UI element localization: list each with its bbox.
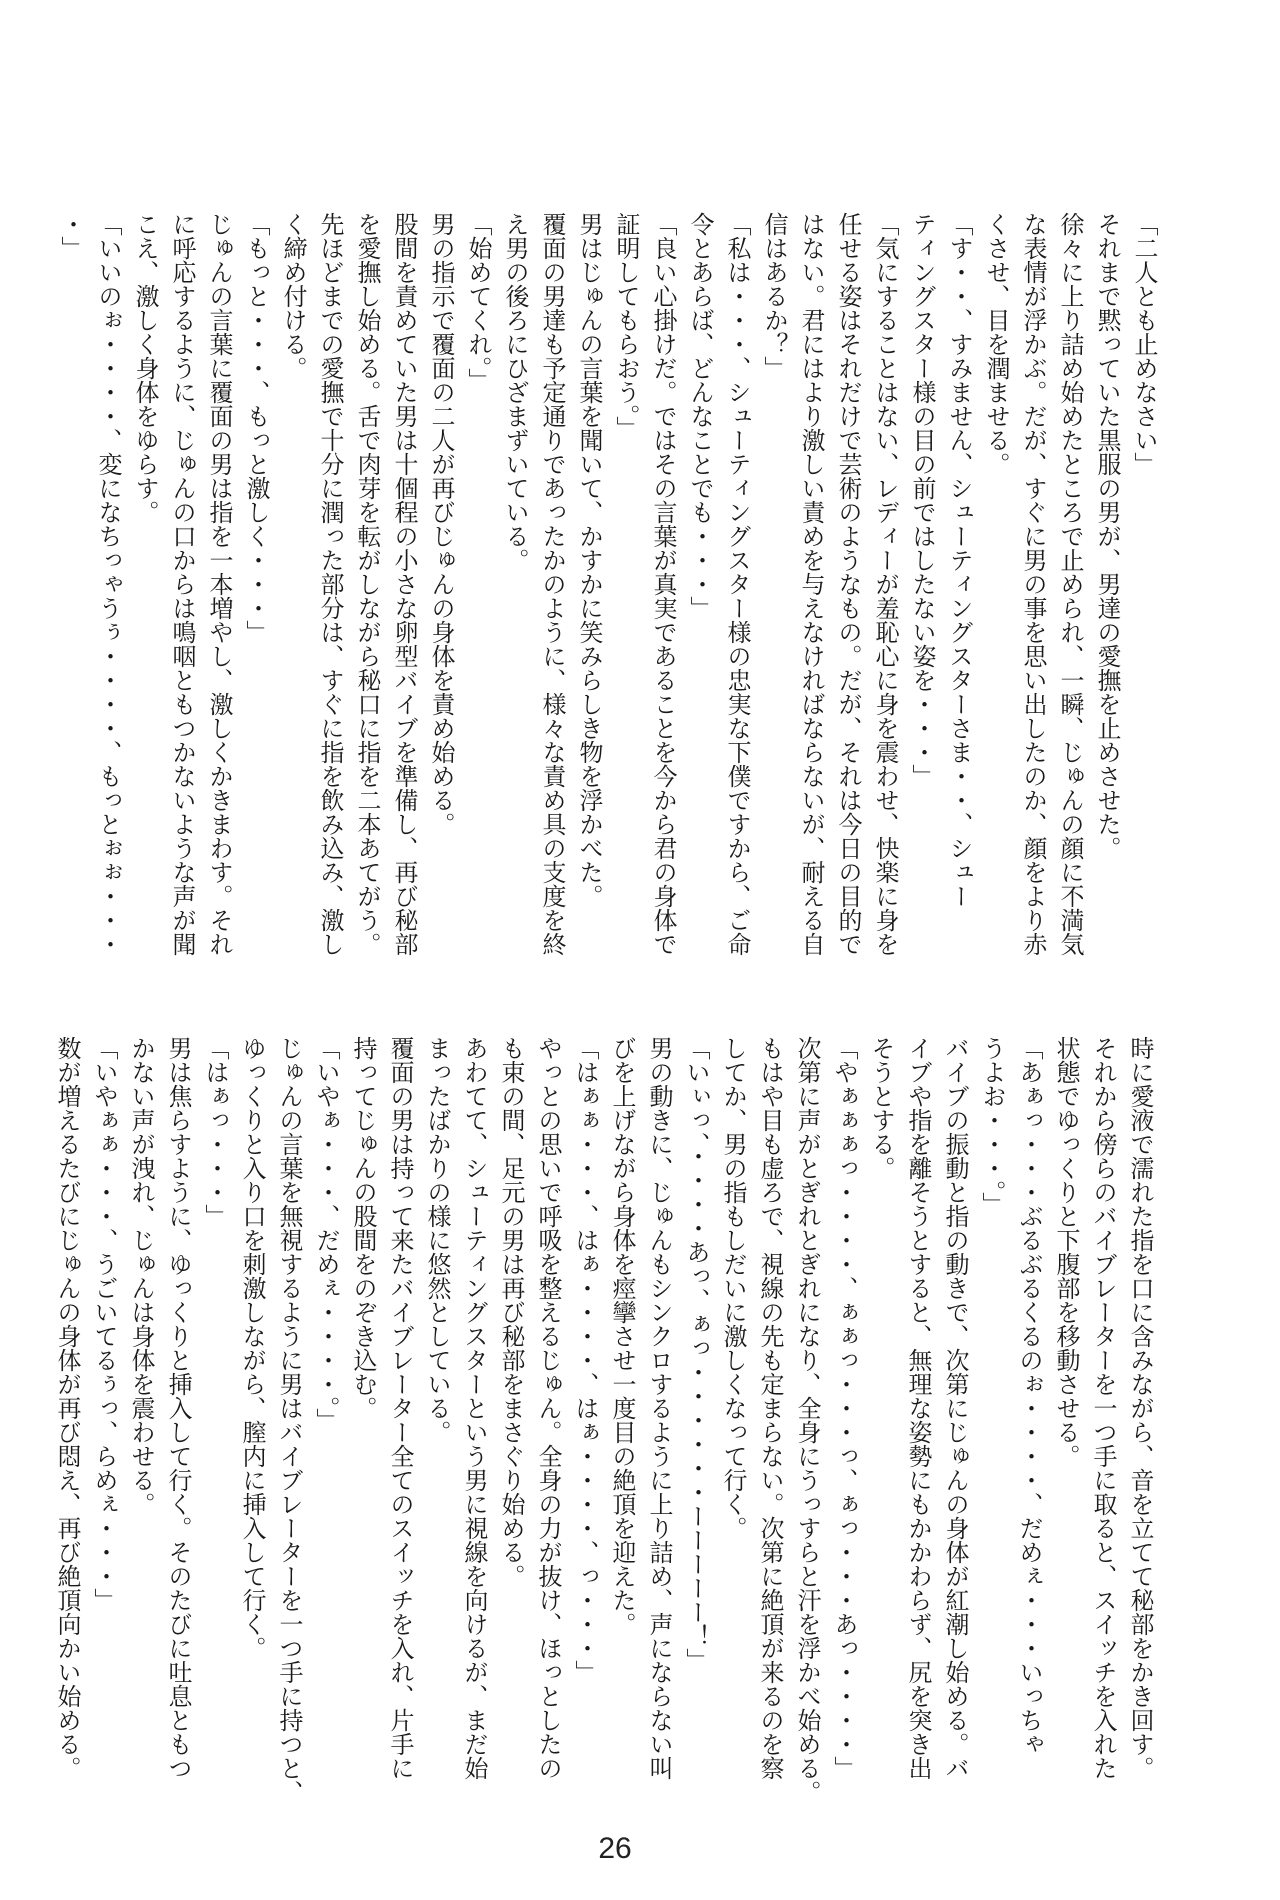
text-column: 覆面の男達も予定通りであったかのように、様々な責め具の支度を終 <box>538 212 566 956</box>
text-column: く締め付ける。 <box>279 212 307 380</box>
text-column: 「はぁっ・・・」 <box>201 1036 229 1228</box>
text-column: 「いぃっ、・・・・あっ、ぁっ・・・・・・ーーーーー！」 <box>682 1036 710 1672</box>
text-column: 次第に声がとぎれとぎれになり、全身にうっすらと汗を浮かべ始める。 <box>793 1036 821 1804</box>
text-column: そうとする。 <box>867 1036 895 1180</box>
text-column: じゅんの言葉を無視するように男はバイブレーターを一つ手に持つと、 <box>275 1036 303 1804</box>
text-column: を愛撫し始める。舌で肉芽を転がしながら秘口に指を二本あてがう。 <box>353 212 381 956</box>
page-number: 26 <box>598 1832 632 1865</box>
text-column: 「始めてくれ。」 <box>464 212 492 392</box>
text-column: 「す・・、すみません、シューティングスターさま・・、シュー <box>945 212 973 908</box>
text-column: イブや指を離そうとすると、無理な姿勢にもかかわらず、尻を突き出 <box>904 1036 932 1780</box>
text-column: も束の間、足元の男は再び秘部をまさぐり始める。 <box>497 1036 525 1588</box>
lower-text-block <box>38 1036 1158 1804</box>
text-column: 任せる姿はそれだけで芸術のようなもの。だが、それは今日の目的で <box>834 212 862 956</box>
text-column: 徐々に上り詰め始めたところで止められ、一瞬、じゅんの顔に不満気 <box>1056 212 1084 956</box>
text-column: 男はじゅんの言葉を聞いて、かすかに笑みらしき物を浮かべた。 <box>575 212 603 908</box>
text-column: 「私は・・・、シューティングスター様の忠実な下僕ですから、ご命 <box>723 212 751 956</box>
text-column: 令とあらば、どんなことでも・・・」 <box>686 212 714 620</box>
text-column: まったばかりの様に悠然としている。 <box>423 1036 451 1444</box>
text-column: 「いやぁ・・・、だめぇ・・・・。」 <box>312 1036 340 1432</box>
text-column: じゅんの言葉に覆面の男は指を一本増やし、激しくかきまわす。それ <box>205 212 233 956</box>
text-column: 持ってじゅんの股間をのぞき込む。 <box>349 1036 377 1420</box>
text-column: はない。君にはより激しい責めを与えなければならないが、耐える自 <box>797 212 825 956</box>
text-column: 信はあるか？」 <box>760 212 788 380</box>
text-column: あわてて、シューティングスターという男に視線を向けるが、まだ始 <box>460 1036 488 1780</box>
text-column: 状態でゆっくりと下腹部を移動させる。 <box>1052 1036 1080 1468</box>
text-column: 「良い心掛けだ。ではその言葉が真実であることを今から君の身体で <box>649 212 677 956</box>
text-column: 「あぁっ・・・ぶるぶるくるのぉ・・・・、だめぇ・・・いっちゃ <box>1015 1036 1043 1756</box>
text-column: な表情が浮かぶ。だが、すぐに男の事を思い出したのか、顔をより赤 <box>1019 212 1047 956</box>
text-column: 先ほどまでの愛撫で十分に潤った部分は、すぐに指を飲み込み、激し <box>316 212 344 956</box>
text-column: 股間を責めていた男は十個程の小さな卵型バイブを準備し、再び秘部 <box>390 212 418 956</box>
text-column: やっとの思いで呼吸を整えるじゅん。全身の力が抜け、ほっとしたの <box>534 1036 562 1780</box>
text-column: バイブの振動と指の動きで、次第にじゅんの身体が紅潮し始める。バ <box>941 1036 969 1780</box>
text-column: 証明してもらおう。」 <box>612 212 640 440</box>
text-column: 男の動きに、じゅんもシンクロするように上り詰め、声にならない叫 <box>645 1036 673 1780</box>
text-column: 「二人とも止めなさい」 <box>1130 212 1158 476</box>
text-column: かない声が洩れ、じゅんは身体を震わせる。 <box>127 1036 155 1516</box>
text-column: それから傍らのバイブレーターを一つ手に取ると、スイッチを入れた <box>1089 1036 1117 1780</box>
text-column: 「やぁぁぁっ・・・・、ぁぁっ・・・っ、ぁっ・・・あっ・・・・」 <box>830 1036 858 1780</box>
text-column: 男は焦らすように、ゆっくりと挿入して行く。そのたびに吐息ともつ <box>164 1036 192 1780</box>
text-column: ティングスター様の目の前ではしたない姿を・・・」 <box>908 212 936 788</box>
text-column: うよお・・・。」 <box>978 1036 1006 1216</box>
text-column: 「いやぁぁ・・・、うごいてるぅっ、らめぇ・・・」 <box>90 1036 118 1612</box>
text-column: 「いいのぉ・・・・、変になちっゃうぅ・・・・、もっとぉぉ・・・ <box>94 212 122 956</box>
text-column: 覆面の男は持って来たバイブレーター全てのスイッチを入れ、片手に <box>386 1036 414 1780</box>
text-column: ・」 <box>57 212 85 260</box>
text-column: こえ、激しく身体をゆらす。 <box>131 212 159 524</box>
text-column: びを上げながら身体を痙攣させ一度目の絶頂を迎えた。 <box>608 1036 636 1636</box>
upper-text-block <box>42 212 1162 972</box>
text-column: 「もっと・・・、もっと激しく・・・」 <box>242 212 270 644</box>
text-column: 男の指示で覆面の二人が再びじゅんの身体を責め始める。 <box>427 212 455 836</box>
text-column: それまで黙っていた黒服の男が、男達の愛撫を止めさせた。 <box>1093 212 1121 860</box>
text-column: もはや目も虚ろで、視線の先も定まらない。次第に絶頂が来るのを察 <box>756 1036 784 1780</box>
text-column: に呼応するように、じゅんの口からは鳴咽ともつかないような声が聞 <box>168 212 196 956</box>
text-column: え男の後ろにひざまずいている。 <box>501 212 529 572</box>
text-column: 「はぁぁ・・・、はぁ・・・・、はぁ・・・・、っ・・・」 <box>571 1036 599 1684</box>
text-column: 時に愛液で濡れた指を口に含みながら、音を立てて秘部をかき回す。 <box>1126 1036 1154 1780</box>
text-column: ゆっくりと入り口を刺激しながら、膣内に挿入して行く。 <box>238 1036 266 1660</box>
text-column: 数が増えるたびにじゅんの身体が再び悶え、再び絶頂向かい始める。 <box>53 1036 81 1780</box>
text-column: 「気にすることはない、レディーが羞恥心に身を震わせ、快楽に身を <box>871 212 899 956</box>
text-column: くさせ、目を潤ませる。 <box>982 212 1010 476</box>
text-column: してか、男の指もしだいに激しくなって行く。 <box>719 1036 747 1540</box>
